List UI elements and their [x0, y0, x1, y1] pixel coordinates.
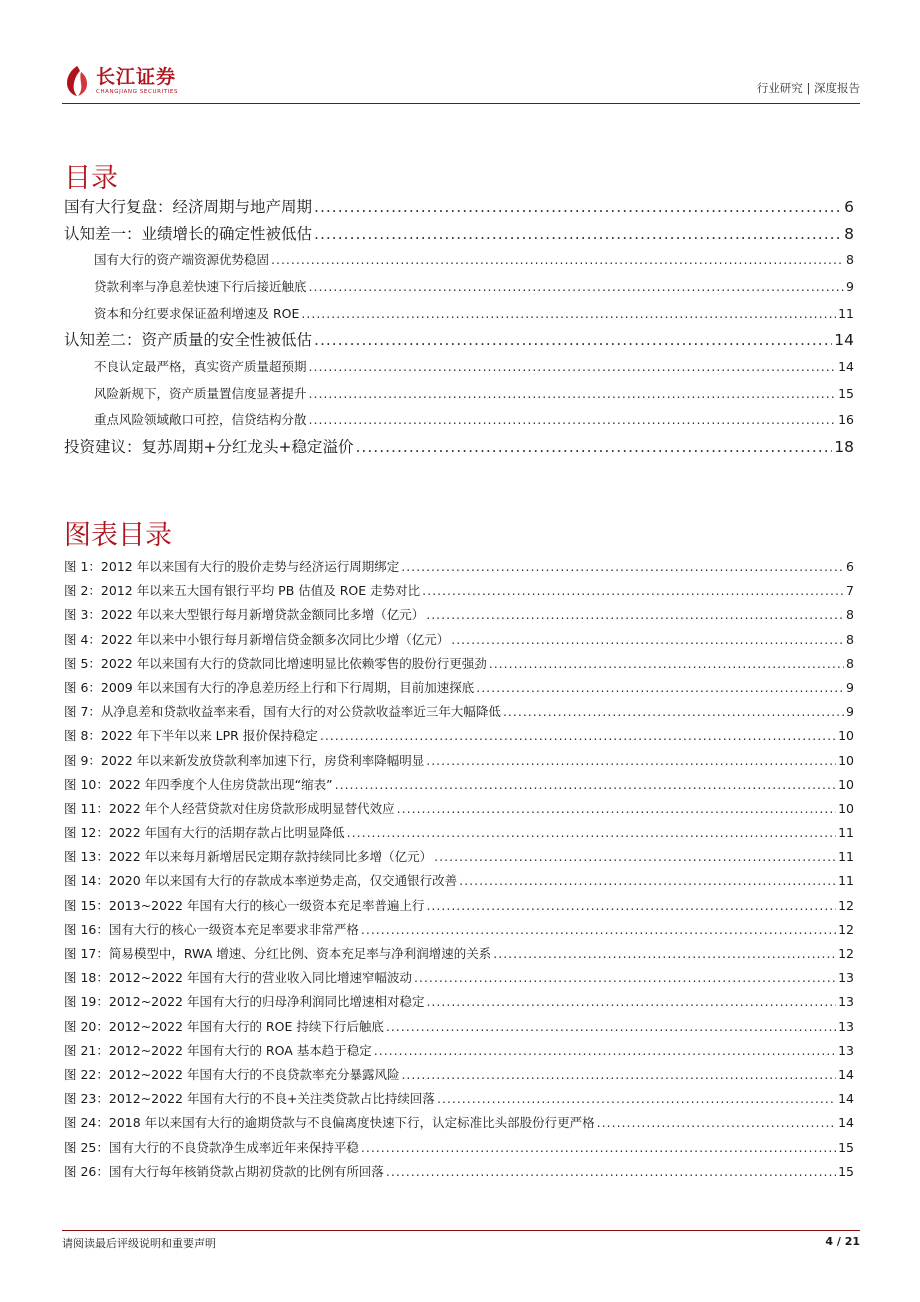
dot-leader	[489, 652, 844, 676]
toc-entry-title[interactable]: 不良认定最严格，真实资产质量超预期	[94, 358, 307, 374]
figure-entry-page[interactable]: 10	[838, 800, 854, 816]
figure-entry-page[interactable]: 7	[846, 583, 854, 599]
figure-index-title: 图表目录	[64, 520, 172, 551]
figure-entry-page[interactable]: 10	[838, 776, 854, 792]
figure-entry[interactable]	[64, 821, 854, 845]
figure-entry-title[interactable]: 图 22：2012~2022 年国有大行的不良贷款率充分暴露风险	[64, 1066, 400, 1082]
figure-entry-title[interactable]: 图 24：2018 年以来国有大行的逾期贷款与不良偏离度快速下行，认定标准比头部股份行更严格	[64, 1115, 595, 1131]
figure-entry-title[interactable]: 图 3：2022 年以来大型银行每月新增贷款金额同比多增（亿元）	[64, 607, 425, 623]
logo-emblem-icon	[62, 64, 92, 98]
figure-entry-title[interactable]: 图 12：2022 年国有大行的活期存款占比明显降低	[64, 825, 345, 841]
figure-entry-page[interactable]: 12	[838, 897, 854, 913]
figure-entry-title[interactable]: 图 19：2012~2022 年国有大行的归母净利润同比增速相对稳定	[64, 994, 425, 1010]
dot-leader	[434, 845, 836, 869]
page-footer	[62, 1230, 860, 1251]
figure-entry-title[interactable]: 图 9：2022 年以来新发放贷款利率加速下行，房贷利率降幅明显	[64, 752, 425, 768]
figure-entry-page[interactable]: 8	[846, 631, 854, 647]
figure-entry[interactable]	[64, 845, 854, 869]
figure-entry-title[interactable]: 图 15：2013~2022 年国有大行的核心一级资本充足率普遍上行	[64, 897, 425, 913]
figure-entry-title[interactable]: 图 7：从净息差和贷款收益率来看，国有大行的对公贷款收益率近三年大幅降低	[64, 704, 501, 720]
toc-entry-title[interactable]: 资本和分红要求保证盈利增速及 ROE	[94, 305, 300, 321]
dot-leader	[426, 894, 836, 918]
figure-entry-title[interactable]: 图 11：2022 年个人经营贷款对住房贷款形成明显替代效应	[64, 800, 395, 816]
figure-entry-page[interactable]: 11	[838, 873, 854, 889]
report-category: 行业研究 | 深度报告	[756, 81, 860, 95]
toc-list	[64, 194, 854, 461]
dot-leader	[374, 1039, 836, 1063]
logo-english-name: CHANGJIANG SECURITIES	[96, 89, 179, 95]
toc-entry[interactable]	[64, 194, 854, 221]
figure-entry-title[interactable]: 图 25：国有大行的不良贷款净生成率近年来保持平稳	[64, 1139, 359, 1155]
figure-entry[interactable]	[64, 1063, 854, 1087]
toc-title: 目录	[64, 163, 118, 194]
toc-entry[interactable]	[64, 327, 854, 354]
toc-entry-title[interactable]: 认知差二：资产质量的安全性被低估	[64, 331, 313, 350]
figure-entry-page[interactable]: 14	[838, 1066, 854, 1082]
dot-leader	[335, 773, 836, 797]
dot-leader	[422, 579, 844, 603]
figure-entry-title[interactable]: 图 26：国有大行每年核销贷款占期初贷款的比例有所回落	[64, 1163, 384, 1179]
figure-entry-title[interactable]: 图 17：简易模型中，RWA 增速、分红比例、资本充足率与净利润增速的关系	[64, 946, 492, 961]
footer-disclaimer: 请阅读最后评级说明和重要声明	[62, 1237, 216, 1250]
figure-entry[interactable]	[64, 918, 854, 942]
toc-entry-page[interactable]: 8	[846, 252, 854, 267]
toc-entry-page[interactable]: 14	[838, 358, 854, 374]
toc-entry[interactable]	[64, 301, 854, 328]
dot-leader	[309, 274, 845, 301]
toc-entry[interactable]	[64, 434, 854, 461]
figure-entry-title[interactable]: 图 20：2012~2022 年国有大行的 ROE 持续下行后触底	[64, 1018, 384, 1034]
figure-entry-title[interactable]: 图 1：2012 年以来国有大行的股价走势与经济运行周期绑定	[64, 559, 400, 574]
page-header	[62, 60, 860, 104]
toc-entry[interactable]	[64, 407, 854, 434]
dot-leader	[314, 327, 832, 354]
dot-leader	[476, 676, 844, 700]
figure-entry[interactable]	[64, 1087, 854, 1111]
toc-entry[interactable]	[64, 354, 854, 381]
dot-leader	[401, 555, 844, 579]
dot-leader	[386, 1160, 836, 1184]
figure-entry-title[interactable]: 图 13：2022 年以来每月新增居民定期存款持续同比多增（亿元）	[64, 849, 433, 865]
dot-leader	[493, 942, 836, 966]
dot-leader	[355, 434, 832, 461]
figure-entry-page[interactable]: 9	[846, 679, 854, 695]
figure-index-list	[64, 555, 854, 1184]
toc-entry-page[interactable]: 14	[834, 331, 854, 350]
dot-leader	[320, 724, 836, 748]
dot-leader	[397, 797, 836, 821]
dot-leader	[426, 603, 844, 627]
dot-leader	[309, 381, 837, 408]
figure-entry-title[interactable]: 图 14：2020 年以来国有大行的存款成本率逆势走高，仅交通银行改善	[64, 873, 458, 889]
figure-entry-page[interactable]: 14	[838, 1091, 854, 1107]
figure-entry[interactable]	[64, 652, 854, 676]
figure-entry-title[interactable]: 图 18：2012~2022 年国有大行的营业收入同比增速窄幅波动	[64, 970, 412, 986]
figure-entry[interactable]	[64, 555, 854, 579]
toc-entry-page[interactable]: 11	[838, 305, 854, 321]
figure-entry-title[interactable]: 图 8：2022 年下半年以来 LPR 报价保持稳定	[64, 728, 318, 744]
toc-entry[interactable]	[64, 247, 854, 274]
toc-entry-page[interactable]: 15	[838, 385, 854, 401]
dot-leader	[301, 301, 836, 328]
dot-leader	[426, 749, 836, 773]
figure-entry[interactable]	[64, 1136, 854, 1160]
figure-entry-title[interactable]: 图 21：2012~2022 年国有大行的 ROA 基本趋于稳定	[64, 1042, 372, 1058]
dot-leader	[361, 918, 836, 942]
figure-entry-page[interactable]: 13	[838, 1042, 854, 1058]
toc-entry-page[interactable]: 6	[844, 198, 854, 216]
figure-entry[interactable]	[64, 966, 854, 990]
figure-entry[interactable]	[64, 894, 854, 918]
dot-leader	[361, 1136, 836, 1160]
dot-leader	[437, 1087, 836, 1111]
figure-entry-page[interactable]: 15	[838, 1163, 854, 1179]
figure-entry-title[interactable]: 图 6：2009 年以来国有大行的净息差历经上行和下行周期，目前加速探底	[64, 679, 475, 695]
figure-entry[interactable]	[64, 869, 854, 893]
figure-entry-page[interactable]: 11	[838, 849, 854, 865]
figure-entry-page[interactable]: 10	[838, 752, 854, 768]
toc-entry-title[interactable]: 国有大行复盘：经济周期与地产周期	[64, 198, 313, 216]
dot-leader	[503, 700, 844, 724]
figure-entry-page[interactable]: 9	[846, 704, 854, 720]
figure-entry-page[interactable]: 10	[838, 728, 854, 744]
dot-leader	[347, 821, 836, 845]
figure-entry-page[interactable]: 12	[838, 946, 854, 961]
logo-chinese-name: 长江证券	[96, 66, 177, 88]
dot-leader	[426, 990, 836, 1014]
toc-entry-title[interactable]: 国有大行的资产端资源优势稳固	[94, 252, 270, 267]
figure-entry[interactable]	[64, 749, 854, 773]
dot-leader	[271, 247, 844, 274]
dot-leader	[309, 354, 837, 381]
figure-entry-page[interactable]: 8	[846, 655, 854, 671]
dot-leader	[401, 1063, 836, 1087]
toc-entry-title[interactable]: 投资建议：复苏周期+分红龙头+稳定溢价	[64, 438, 354, 457]
figure-entry[interactable]	[64, 797, 854, 821]
figure-entry[interactable]	[64, 676, 854, 700]
figure-entry-page[interactable]: 15	[838, 1139, 854, 1155]
toc-entry-title[interactable]: 风险新规下，资产质量置信度显著提升	[94, 385, 307, 401]
figure-entry[interactable]	[64, 1015, 854, 1039]
figure-entry-page[interactable]: 13	[838, 994, 854, 1010]
dot-leader	[309, 407, 837, 434]
toc-entry-page[interactable]: 18	[834, 438, 854, 457]
toc-entry[interactable]	[64, 381, 854, 408]
figure-entry-title[interactable]: 图 10：2022 年四季度个人住房贷款出现“缩表”	[64, 776, 333, 792]
figure-entry-page[interactable]: 13	[838, 1018, 854, 1034]
toc-entry-page[interactable]: 9	[846, 278, 854, 294]
toc-entry-page[interactable]: 16	[838, 412, 854, 428]
toc-entry-title[interactable]: 认知差一：业绩增长的确定性被低估	[64, 224, 313, 243]
company-logo	[62, 62, 178, 100]
figure-entry-page[interactable]: 14	[838, 1115, 854, 1131]
figure-entry-title[interactable]: 图 23：2012~2022 年国有大行的不良+关注类贷款占比持续回落	[64, 1091, 435, 1107]
dot-leader	[451, 628, 844, 652]
figure-entry[interactable]	[64, 628, 854, 652]
figure-entry[interactable]	[64, 603, 854, 627]
figure-entry[interactable]	[64, 579, 854, 603]
figure-entry[interactable]	[64, 942, 854, 966]
figure-entry[interactable]	[64, 1111, 854, 1135]
toc-entry-page[interactable]: 8	[844, 224, 854, 243]
figure-entry-title[interactable]: 图 5：2022 年以来国有大行的贷款同比增速明显比依赖零售的股份行更强劲	[64, 655, 487, 671]
dot-leader	[459, 869, 836, 893]
figure-entry-title[interactable]: 图 2：2012 年以来五大国有银行平均 PB 估值及 ROE 走势对比	[64, 583, 421, 599]
toc-entry-title[interactable]: 贷款利率与净息差快速下行后接近触底	[94, 278, 307, 294]
figure-entry[interactable]	[64, 724, 854, 748]
dot-leader	[386, 1015, 836, 1039]
figure-entry-page[interactable]: 12	[838, 921, 854, 937]
page-number: 4 / 21	[825, 1235, 860, 1248]
dot-leader	[314, 194, 842, 221]
figure-entry-page[interactable]: 13	[838, 970, 854, 986]
dot-leader	[597, 1111, 836, 1135]
figure-entry[interactable]	[64, 1039, 854, 1063]
dot-leader	[414, 966, 836, 990]
figure-entry[interactable]	[64, 773, 854, 797]
figure-entry-title[interactable]: 图 16：国有大行的核心一级资本充足率要求非常严格	[64, 921, 359, 937]
figure-entry-page[interactable]: 8	[846, 607, 854, 623]
figure-entry-page[interactable]: 6	[846, 559, 854, 574]
toc-entry-title[interactable]: 重点风险领域敞口可控，信贷结构分散	[94, 412, 307, 428]
dot-leader	[314, 221, 842, 248]
figure-entry-title[interactable]: 图 4：2022 年以来中小银行每月新增信贷金额多次同比少增（亿元）	[64, 631, 450, 647]
toc-entry[interactable]	[64, 274, 854, 301]
figure-entry[interactable]	[64, 990, 854, 1014]
figure-entry[interactable]	[64, 700, 854, 724]
figure-entry[interactable]	[64, 1160, 854, 1184]
toc-entry[interactable]	[64, 221, 854, 248]
figure-entry-page[interactable]: 11	[838, 825, 854, 841]
